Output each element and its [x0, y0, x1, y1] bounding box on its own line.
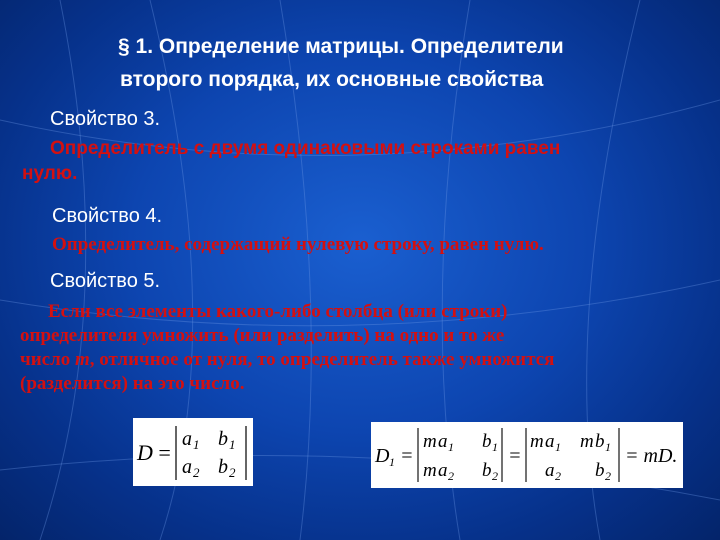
determinant-formula-2: [371, 422, 683, 488]
formula-1-equals: =: [157, 440, 172, 465]
formula-2-equals-2: =: [508, 445, 522, 467]
formula-2-lhs: D: [375, 445, 390, 467]
property-5-variable-m: m: [75, 349, 90, 370]
formula-2-b1-right-sub: 1: [605, 440, 611, 454]
formula-2-equals-1: =: [400, 445, 414, 467]
formula-1-a2: a: [182, 456, 192, 478]
formula-1-svg: [133, 418, 253, 486]
formula-2-a2-right-sub: 2: [555, 469, 561, 483]
property-5-text-line-4: (разделится) на это число.: [20, 373, 245, 394]
property-3-text-line-2: нулю.: [22, 163, 78, 184]
formula-2-b1: b: [482, 431, 492, 452]
property-5-text: [20, 300, 715, 396]
formula-2-a1-sub: 1: [448, 440, 454, 454]
formula-2-m-4: m: [580, 431, 594, 452]
formula-1-b1-sub: 1: [229, 437, 236, 452]
property-3-text: [22, 136, 712, 186]
formula-2-a2: a: [438, 460, 448, 481]
formula-1-a2-sub: 2: [193, 465, 200, 480]
formula-2-b2: b: [482, 460, 492, 481]
formula-1-lhs: D: [137, 440, 153, 465]
formula-2-b1-right: b: [595, 431, 605, 452]
formula-2-a2-sub: 2: [448, 469, 454, 483]
formula-1-a1-sub: 1: [193, 437, 200, 452]
formula-2-b2-right-sub: 2: [605, 469, 611, 483]
formula-2-b1-sub: 1: [492, 440, 498, 454]
formula-1-b1: b: [218, 428, 228, 450]
formula-2-b2-right: b: [595, 460, 605, 481]
formula-2-a2-right: a: [545, 460, 555, 481]
property-3-label: Свойство 3.: [50, 108, 161, 130]
title-line-1: § 1. Определение матрицы. Определители: [118, 35, 564, 58]
determinant-formula-1: [133, 418, 253, 486]
property-5-text-line-3a: число: [20, 349, 76, 370]
property-5-text-line-2: определителя умножить (или разделить) на одно и то же: [20, 325, 505, 346]
formula-2-m-1: m: [423, 431, 437, 452]
formula-2-svg: [371, 422, 683, 488]
property-5-text-line-3b: , отличное от нуля, то определитель также умножится: [89, 349, 555, 370]
formula-1-b2-sub: 2: [229, 465, 236, 480]
property-3-text-line-1: Определитель с двумя одинаковыми строками равен: [50, 138, 561, 159]
formula-1-b2: b: [218, 456, 228, 478]
formula-2-a1-right-sub: 1: [555, 440, 561, 454]
formula-2-a1: a: [438, 431, 448, 452]
property-4-text: Определитель, содержащий нулевую строку, равен нулю.: [52, 234, 544, 255]
slide-title: [118, 30, 678, 96]
formula-2-b2-sub: 2: [492, 469, 498, 483]
title-line-2: второго порядка, их основные свойства: [120, 68, 544, 91]
property-4-label: Свойство 4.: [52, 205, 163, 227]
property-5-text-line-1: Если все элементы какого-либо столбца (или строки): [48, 301, 508, 322]
formula-2-result: = mD.: [625, 445, 678, 467]
formula-1-a1: a: [182, 428, 192, 450]
property-5-label: Свойство 5.: [50, 270, 161, 292]
formula-2-m-2: m: [423, 460, 437, 481]
formula-2-a1-right: a: [545, 431, 555, 452]
formula-2-lhs-sub: 1: [389, 455, 395, 469]
formula-2-m-3: m: [530, 431, 544, 452]
